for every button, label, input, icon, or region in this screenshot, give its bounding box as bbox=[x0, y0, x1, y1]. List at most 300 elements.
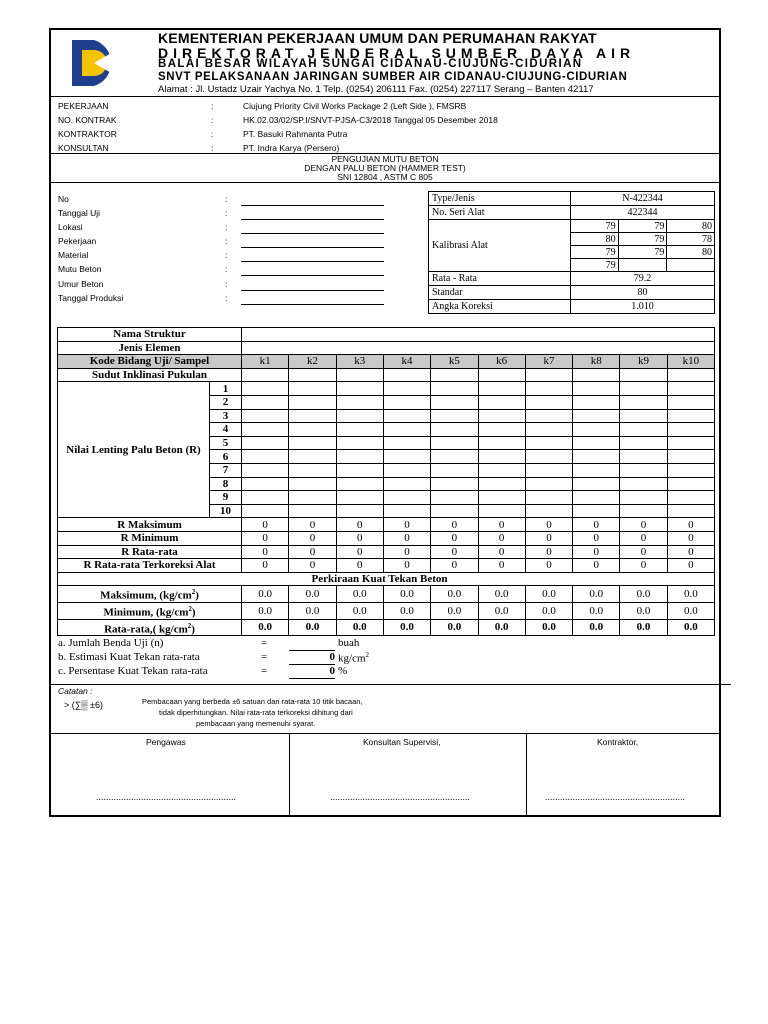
rebound-cell[interactable] bbox=[478, 450, 525, 464]
rebound-cell[interactable] bbox=[383, 423, 430, 437]
rebound-cell[interactable] bbox=[478, 504, 525, 518]
r-max-value: 0 bbox=[478, 518, 525, 532]
test-title: PENGUJIAN MUTU BETON bbox=[331, 154, 439, 164]
test-subtitle: DENGAN PALU BETON (HAMMER TEST) bbox=[304, 163, 466, 173]
rebound-cell[interactable] bbox=[431, 450, 478, 464]
unit-superscript: 2 bbox=[191, 588, 196, 597]
form-label: Umur Beton bbox=[58, 279, 104, 289]
header-address: Alamat : Jl. Ustadz Uzair Yachya No. 1 Telp. (0254) 206111 Fax. (0254) 227117 Serang – Banten 42117 bbox=[158, 84, 594, 95]
rebound-cell[interactable] bbox=[383, 395, 430, 409]
rebound-cell[interactable] bbox=[289, 395, 336, 409]
rebound-cell[interactable] bbox=[289, 491, 336, 505]
rebound-cell[interactable] bbox=[336, 450, 383, 464]
table-row-strength-min bbox=[58, 602, 715, 619]
rebound-cell[interactable] bbox=[573, 395, 620, 409]
divider bbox=[51, 182, 719, 183]
strength-min-value: 0.0 bbox=[336, 602, 383, 619]
r-corrected-value: 0 bbox=[383, 559, 430, 573]
colon: : bbox=[225, 236, 228, 246]
sample-code-header: k7 bbox=[525, 355, 572, 369]
rebound-cell[interactable] bbox=[242, 382, 289, 396]
r-min-value: 0 bbox=[478, 531, 525, 545]
r-avg-value: 0 bbox=[667, 545, 714, 559]
sudut-cell[interactable] bbox=[478, 368, 525, 382]
sudut-cell[interactable] bbox=[289, 368, 336, 382]
divider bbox=[526, 733, 527, 815]
table-row-strength-max bbox=[58, 586, 715, 603]
strength-min-value: 0.0 bbox=[431, 602, 478, 619]
rebound-cell[interactable] bbox=[383, 477, 430, 491]
strength-max-value: 0.0 bbox=[667, 586, 714, 603]
colon: : bbox=[211, 129, 214, 139]
rebound-cell[interactable] bbox=[525, 450, 572, 464]
summary-count-label: a. Jumlah Benda Uji (n) bbox=[58, 637, 164, 649]
strength-min-value: 0.0 bbox=[242, 602, 289, 619]
unit-text: kg/cm bbox=[338, 652, 366, 665]
form-input-line[interactable] bbox=[241, 304, 384, 305]
sample-code-header: k10 bbox=[667, 355, 714, 369]
r-max-value: 0 bbox=[431, 518, 478, 532]
sudut-cell[interactable] bbox=[573, 368, 620, 382]
test-standard: SNI 12804 , ASTM C 805 bbox=[337, 172, 433, 182]
colon: : bbox=[225, 293, 228, 303]
calib-cell: 79 bbox=[571, 220, 618, 233]
strength-min-value: 0.0 bbox=[620, 602, 667, 619]
colon: : bbox=[211, 115, 214, 125]
rebound-cell[interactable] bbox=[620, 382, 667, 396]
project-label-konsultan: KONSULTAN bbox=[58, 143, 109, 153]
rebound-cell[interactable] bbox=[478, 395, 525, 409]
rebound-cell[interactable] bbox=[525, 382, 572, 396]
closing-paren: ) bbox=[191, 606, 196, 619]
blank-cell bbox=[58, 572, 242, 586]
rebound-cell[interactable] bbox=[573, 491, 620, 505]
strength-max-value: 0.0 bbox=[431, 586, 478, 603]
summary-percent-unit: % bbox=[338, 665, 348, 677]
rebound-cell[interactable] bbox=[242, 477, 289, 491]
rebound-cell[interactable] bbox=[667, 463, 714, 477]
rebound-cell[interactable] bbox=[383, 463, 430, 477]
rebound-cell[interactable] bbox=[383, 450, 430, 464]
r-max-value: 0 bbox=[242, 518, 289, 532]
r-max-value: 0 bbox=[525, 518, 572, 532]
form-input-line[interactable] bbox=[241, 205, 384, 206]
r-min-value: 0 bbox=[431, 531, 478, 545]
rebound-number: 10 bbox=[210, 504, 242, 518]
header-balai: BALAI BESAR WILAYAH SUNGAI CIDANAU-CIUJUNG-CIDURIAN bbox=[158, 58, 583, 70]
summary-estimate-label: b. Estimasi Kuat Tekan rata-rata bbox=[58, 651, 200, 663]
signature-pengawas-label: Pengawas bbox=[146, 737, 186, 747]
r-corrected-value: 0 bbox=[525, 559, 572, 573]
rebound-cell[interactable] bbox=[336, 463, 383, 477]
notes-text: tidak diperhitungkan. Nilai rata-rata terkoreksi dihitung dari bbox=[159, 708, 353, 717]
sudut-cell[interactable] bbox=[667, 368, 714, 382]
strength-max-value: 0.0 bbox=[336, 586, 383, 603]
table-row-nama-struktur bbox=[58, 328, 715, 342]
project-label-kontrak: NO. KONTRAK bbox=[58, 115, 117, 125]
r-min-value: 0 bbox=[620, 531, 667, 545]
r-min-value: 0 bbox=[573, 531, 620, 545]
rebound-cell[interactable] bbox=[667, 491, 714, 505]
r-corrected-value: 0 bbox=[242, 559, 289, 573]
type-label: Type/Jenis bbox=[429, 192, 571, 206]
rebound-cell[interactable] bbox=[620, 491, 667, 505]
rebound-cell[interactable] bbox=[289, 463, 336, 477]
strength-min-value: 0.0 bbox=[573, 602, 620, 619]
rebound-cell[interactable] bbox=[620, 409, 667, 423]
rebound-cell[interactable] bbox=[620, 463, 667, 477]
notes-title: Catatan : bbox=[58, 686, 93, 696]
rebound-cell[interactable] bbox=[242, 436, 289, 450]
rebound-cell[interactable] bbox=[667, 395, 714, 409]
rebound-cell[interactable] bbox=[478, 436, 525, 450]
rebound-number: 7 bbox=[210, 463, 242, 477]
strength-min-value: 0.0 bbox=[478, 602, 525, 619]
rebound-cell[interactable] bbox=[573, 436, 620, 450]
unit-superscript: 2 bbox=[187, 621, 192, 630]
closing-paren: ) bbox=[191, 623, 195, 636]
rebound-cell[interactable] bbox=[242, 450, 289, 464]
rebound-cell[interactable] bbox=[620, 395, 667, 409]
strength-label-text: Rata-rata,( kg/cm bbox=[104, 623, 188, 636]
rebound-cell[interactable] bbox=[336, 491, 383, 505]
sample-code-header: k1 bbox=[242, 355, 289, 369]
form-input-line[interactable] bbox=[241, 233, 384, 234]
rebound-cell[interactable] bbox=[242, 504, 289, 518]
r-min-label: R Minimum bbox=[58, 531, 242, 545]
rebound-cell[interactable] bbox=[383, 382, 430, 396]
rebound-cell[interactable] bbox=[573, 450, 620, 464]
r-min-value: 0 bbox=[242, 531, 289, 545]
rebound-cell[interactable] bbox=[431, 491, 478, 505]
rebound-cell[interactable] bbox=[431, 436, 478, 450]
summary-estimate-unit bbox=[338, 651, 369, 665]
rebound-cell[interactable] bbox=[242, 409, 289, 423]
summary-estimate-value: 0 bbox=[289, 651, 335, 665]
rebound-cell[interactable] bbox=[336, 436, 383, 450]
sudut-cell[interactable] bbox=[383, 368, 430, 382]
divider bbox=[51, 684, 731, 685]
strength-max-value: 0.0 bbox=[478, 586, 525, 603]
notes-text: Pembacaan yang berbeda ±6 satuan dari rata-rata 10 titik bacaan, bbox=[142, 697, 363, 706]
rebound-cell[interactable] bbox=[242, 463, 289, 477]
table-row-rebound bbox=[58, 382, 715, 396]
strength-avg-value: 0.0 bbox=[667, 619, 714, 636]
rebound-cell[interactable] bbox=[289, 436, 336, 450]
notes-text: pembacaan yang memenuhi syarat. bbox=[196, 719, 316, 728]
rebound-cell[interactable] bbox=[667, 450, 714, 464]
table-row-strength-title bbox=[58, 572, 715, 586]
rebound-cell[interactable] bbox=[289, 450, 336, 464]
r-corrected-value: 0 bbox=[431, 559, 478, 573]
r-corrected-value: 0 bbox=[478, 559, 525, 573]
rebound-cell[interactable] bbox=[620, 504, 667, 518]
strength-min-value: 0.0 bbox=[289, 602, 336, 619]
rebound-cell[interactable] bbox=[478, 409, 525, 423]
strength-min-value: 0.0 bbox=[667, 602, 714, 619]
table-row-jenis-elemen bbox=[58, 341, 715, 355]
rebound-cell[interactable] bbox=[620, 450, 667, 464]
project-label-pekerjaan: PEKERJAAN bbox=[58, 101, 109, 111]
sudut-cell[interactable] bbox=[336, 368, 383, 382]
rebound-cell[interactable] bbox=[667, 382, 714, 396]
form-label: Material bbox=[58, 250, 89, 260]
rebound-cell[interactable] bbox=[383, 409, 430, 423]
r-corrected-label: R Rata-rata Terkoreksi Alat bbox=[58, 559, 242, 573]
ministry-logo bbox=[68, 38, 120, 88]
rebound-cell[interactable] bbox=[573, 504, 620, 518]
rebound-cell[interactable] bbox=[573, 477, 620, 491]
correction-value: 1.010 bbox=[571, 300, 715, 314]
rebound-cell[interactable] bbox=[573, 463, 620, 477]
rebound-cell[interactable] bbox=[289, 477, 336, 491]
r-min-value: 0 bbox=[336, 531, 383, 545]
r-min-value: 0 bbox=[667, 531, 714, 545]
summary-count-unit: buah bbox=[338, 637, 360, 649]
table-row-r-avg bbox=[58, 545, 715, 559]
rebound-cell[interactable] bbox=[525, 504, 572, 518]
calibration-label: Kalibrasi Alat bbox=[429, 220, 571, 272]
rebound-number: 1 bbox=[210, 382, 242, 396]
sudut-cell[interactable] bbox=[431, 368, 478, 382]
rebound-cell[interactable] bbox=[431, 477, 478, 491]
form-input-line[interactable] bbox=[241, 261, 384, 262]
r-max-value: 0 bbox=[383, 518, 430, 532]
colon: : bbox=[225, 250, 228, 260]
r-avg-value: 0 bbox=[620, 545, 667, 559]
rebound-cell[interactable] bbox=[525, 436, 572, 450]
rebound-cell[interactable] bbox=[478, 382, 525, 396]
r-avg-value: 0 bbox=[242, 545, 289, 559]
r-avg-value: 0 bbox=[573, 545, 620, 559]
strength-max-value: 0.0 bbox=[525, 586, 572, 603]
rebound-cell[interactable] bbox=[383, 436, 430, 450]
table-row-sudut bbox=[58, 368, 715, 382]
rebound-cell[interactable] bbox=[431, 409, 478, 423]
strength-min-value: 0.0 bbox=[525, 602, 572, 619]
rebound-cell[interactable] bbox=[336, 504, 383, 518]
rebound-cell[interactable] bbox=[336, 423, 383, 437]
strength-avg-value: 0.0 bbox=[431, 619, 478, 636]
sample-code-header: k4 bbox=[383, 355, 430, 369]
calib-cell: 79 bbox=[618, 233, 667, 246]
calib-cell: 79 bbox=[571, 246, 618, 259]
signature-konsultan-label: Konsultan Supervisi, bbox=[363, 737, 441, 747]
rebound-cell[interactable] bbox=[383, 504, 430, 518]
rebound-cell[interactable] bbox=[620, 477, 667, 491]
closing-paren: ) bbox=[195, 589, 199, 602]
colon: : bbox=[211, 101, 214, 111]
form-label: Pekerjaan bbox=[58, 236, 97, 246]
summary-percent-value: 0 bbox=[289, 665, 335, 679]
rebound-cell[interactable] bbox=[336, 477, 383, 491]
project-label-kontraktor: KONTRAKTOR bbox=[58, 129, 117, 139]
nama-struktur-value[interactable] bbox=[242, 328, 715, 342]
strength-max-value: 0.0 bbox=[620, 586, 667, 603]
signature-line: ........................................................ bbox=[330, 792, 471, 802]
jenis-elemen-value[interactable] bbox=[242, 341, 715, 355]
equals-sign: = bbox=[261, 637, 268, 649]
r-max-value: 0 bbox=[667, 518, 714, 532]
rebound-cell[interactable] bbox=[336, 382, 383, 396]
strength-label-text: Maksimum, (kg/cm bbox=[100, 589, 192, 602]
summary-percent-label: c. Persentase Kuat Tekan rata-rata bbox=[58, 665, 208, 677]
r-corrected-value: 0 bbox=[573, 559, 620, 573]
unit-superscript: 2 bbox=[365, 651, 369, 659]
rebound-cell[interactable] bbox=[525, 423, 572, 437]
r-max-value: 0 bbox=[336, 518, 383, 532]
table-row-r-max bbox=[58, 518, 715, 532]
strength-title: Perkiraan Kuat Tekan Beton bbox=[242, 572, 715, 586]
rebound-number: 2 bbox=[210, 395, 242, 409]
rebound-cell[interactable] bbox=[431, 382, 478, 396]
rebound-cell[interactable] bbox=[478, 423, 525, 437]
rebound-cell[interactable] bbox=[667, 409, 714, 423]
calib-cell: 78 bbox=[667, 233, 714, 246]
calib-cell: 79 bbox=[618, 246, 667, 259]
rebound-cell[interactable] bbox=[525, 463, 572, 477]
sample-code-header: k6 bbox=[478, 355, 525, 369]
row-label-sudut: Sudut Inklinasi Pukulan bbox=[58, 368, 242, 382]
r-corrected-value: 0 bbox=[667, 559, 714, 573]
strength-avg-value: 0.0 bbox=[289, 619, 336, 636]
standard-label: Standar bbox=[429, 286, 571, 300]
rebound-cell[interactable] bbox=[620, 423, 667, 437]
form-input-line[interactable] bbox=[241, 219, 384, 220]
rebound-cell[interactable] bbox=[431, 423, 478, 437]
rebound-number: 5 bbox=[210, 436, 242, 450]
rebound-cell[interactable] bbox=[336, 395, 383, 409]
sample-code-header: k8 bbox=[573, 355, 620, 369]
r-avg-value: 0 bbox=[431, 545, 478, 559]
form-label: Tanggal Uji bbox=[58, 208, 101, 218]
colon: : bbox=[225, 264, 228, 274]
table-row-strength-avg bbox=[58, 619, 715, 636]
rebound-cell[interactable] bbox=[525, 395, 572, 409]
form-input-line[interactable] bbox=[241, 275, 384, 276]
divider bbox=[51, 733, 719, 734]
hammer-test-table bbox=[57, 327, 715, 636]
divider bbox=[51, 96, 719, 97]
serial-label: No. Seri Alat bbox=[429, 206, 571, 220]
standard-value: 80 bbox=[571, 286, 715, 300]
rebound-cell[interactable] bbox=[431, 395, 478, 409]
type-value: N-422344 bbox=[571, 192, 715, 206]
rebound-number: 9 bbox=[210, 491, 242, 505]
rebound-cell[interactable] bbox=[620, 436, 667, 450]
rebound-cell[interactable] bbox=[667, 436, 714, 450]
r-max-value: 0 bbox=[573, 518, 620, 532]
rebound-cell[interactable] bbox=[289, 423, 336, 437]
notes-symbol: > (∑▒ ±6) bbox=[64, 700, 103, 710]
rebound-cell[interactable] bbox=[573, 409, 620, 423]
r-min-value: 0 bbox=[525, 531, 572, 545]
form-label: Mutu Beton bbox=[58, 264, 102, 274]
sudut-cell[interactable] bbox=[620, 368, 667, 382]
rebound-number: 3 bbox=[210, 409, 242, 423]
rebound-cell[interactable] bbox=[431, 504, 478, 518]
signature-line: ........................................................ bbox=[545, 792, 686, 802]
rebound-cell[interactable] bbox=[478, 463, 525, 477]
r-corrected-value: 0 bbox=[289, 559, 336, 573]
rebound-cell[interactable] bbox=[478, 477, 525, 491]
rebound-number: 4 bbox=[210, 423, 242, 437]
tool-info-table bbox=[428, 191, 715, 314]
strength-max-value: 0.0 bbox=[573, 586, 620, 603]
rebound-cell[interactable] bbox=[289, 409, 336, 423]
sample-code-header: k3 bbox=[336, 355, 383, 369]
rebound-cell[interactable] bbox=[573, 382, 620, 396]
form-label: Tanggal Produksi bbox=[58, 293, 124, 303]
strength-avg-label bbox=[58, 619, 242, 636]
rebound-cell[interactable] bbox=[289, 504, 336, 518]
rebound-cell[interactable] bbox=[383, 491, 430, 505]
rebound-cell[interactable] bbox=[242, 395, 289, 409]
rebound-cell[interactable] bbox=[336, 409, 383, 423]
rebound-number: 6 bbox=[210, 450, 242, 464]
strength-max-label bbox=[58, 586, 242, 603]
rebound-cell[interactable] bbox=[667, 504, 714, 518]
r-min-value: 0 bbox=[383, 531, 430, 545]
equals-sign: = bbox=[261, 651, 268, 663]
signature-kontraktor-label: Kontraktor, bbox=[597, 737, 639, 747]
r-avg-label: R Rata-rata bbox=[58, 545, 242, 559]
rebound-cell[interactable] bbox=[289, 382, 336, 396]
strength-max-value: 0.0 bbox=[289, 586, 336, 603]
project-value-kontraktor: PT. Basuki Rahmanta Putra bbox=[243, 129, 348, 139]
divider bbox=[289, 733, 290, 815]
r-avg-value: 0 bbox=[383, 545, 430, 559]
rebound-cell[interactable] bbox=[525, 409, 572, 423]
sudut-cell[interactable] bbox=[525, 368, 572, 382]
strength-avg-value: 0.0 bbox=[620, 619, 667, 636]
header-ministry: KEMENTERIAN PEKERJAAN UMUM DAN PERUMAHAN RAKYAT bbox=[158, 30, 597, 46]
average-value: 79.2 bbox=[571, 272, 715, 286]
strength-min-label bbox=[58, 602, 242, 619]
form-input-line[interactable] bbox=[241, 290, 384, 291]
rebound-cell[interactable] bbox=[573, 423, 620, 437]
colon: : bbox=[211, 143, 214, 153]
unit-superscript: 2 bbox=[188, 604, 192, 613]
rebound-cell[interactable] bbox=[525, 491, 572, 505]
serial-value: 422344 bbox=[571, 206, 715, 220]
form-input-line[interactable] bbox=[241, 247, 384, 248]
r-avg-value: 0 bbox=[478, 545, 525, 559]
strength-min-value: 0.0 bbox=[383, 602, 430, 619]
calib-cell: 79 bbox=[571, 259, 618, 272]
strength-avg-value: 0.0 bbox=[242, 619, 289, 636]
rebound-cell[interactable] bbox=[667, 423, 714, 437]
project-value-konsultan: PT. Indra Karya (Persero) bbox=[243, 143, 340, 153]
rebound-cell[interactable] bbox=[478, 491, 525, 505]
r-avg-value: 0 bbox=[289, 545, 336, 559]
form-label: Lokasi bbox=[58, 222, 83, 232]
rebound-cell[interactable] bbox=[525, 477, 572, 491]
r-corrected-value: 0 bbox=[336, 559, 383, 573]
rebound-cell[interactable] bbox=[242, 423, 289, 437]
table-row-r-corrected bbox=[58, 559, 715, 573]
equals-sign: = bbox=[261, 665, 268, 677]
r-corrected-value: 0 bbox=[620, 559, 667, 573]
sample-code-header: k2 bbox=[289, 355, 336, 369]
r-min-value: 0 bbox=[289, 531, 336, 545]
rebound-cell[interactable] bbox=[242, 491, 289, 505]
strength-label-text: Minimum, (kg/cm bbox=[103, 606, 189, 619]
sudut-cell[interactable] bbox=[242, 368, 289, 382]
rebound-cell[interactable] bbox=[431, 463, 478, 477]
rebound-cell[interactable] bbox=[667, 477, 714, 491]
r-max-value: 0 bbox=[620, 518, 667, 532]
